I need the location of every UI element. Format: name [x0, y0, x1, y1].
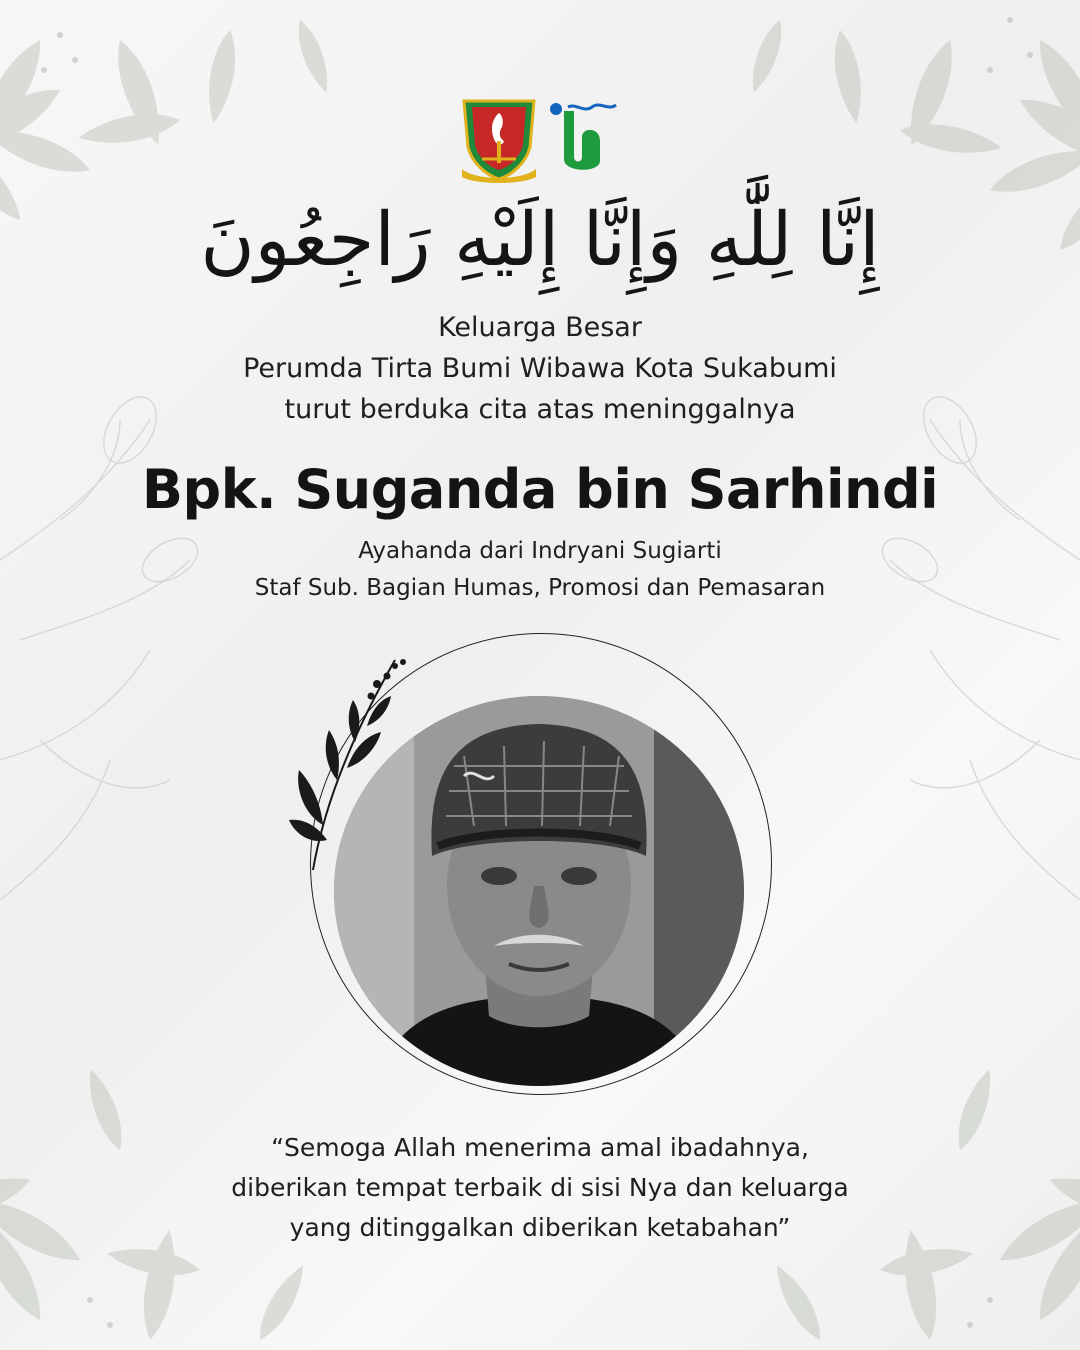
pdam-logo-icon: [548, 97, 618, 183]
condolence-quote: [0, 1128, 1080, 1248]
logo-bar: [0, 95, 1080, 185]
intro-line-1: Keluarga Besar: [438, 312, 642, 343]
relation-line-2: Staf Sub. Bagian Humas, Promosi dan Pemasaran: [254, 575, 826, 601]
intro-line-2: Perumda Tirta Bumi Wibawa Kota Sukabumi: [243, 353, 837, 384]
deceased-name: Bpk. Suganda bin Sarhindi: [141, 458, 939, 521]
quote-line-1: “Semoga Allah menerima amal ibadahnya,: [271, 1133, 809, 1162]
arabic-heading: إِنَّا لِلَّٰهِ وَإِنَّا إِلَيْهِ رَاجِعُونَ: [200, 197, 880, 283]
intro-line-3: turut berduka cita atas meninggalnya: [284, 394, 796, 425]
quote-line-3: yang ditinggalkan diberikan ketabahan”: [289, 1213, 791, 1242]
relation-text: [0, 533, 1080, 607]
quote-line-2: diberikan tempat terbaik di sisi Nya dan keluarga: [231, 1173, 849, 1202]
portrait-photo: [334, 696, 744, 1086]
intro-text: [0, 307, 1080, 430]
relation-line-1: Ayahanda dari Indryani Sugiarti: [358, 538, 722, 564]
city-crest-icon: [456, 95, 542, 183]
